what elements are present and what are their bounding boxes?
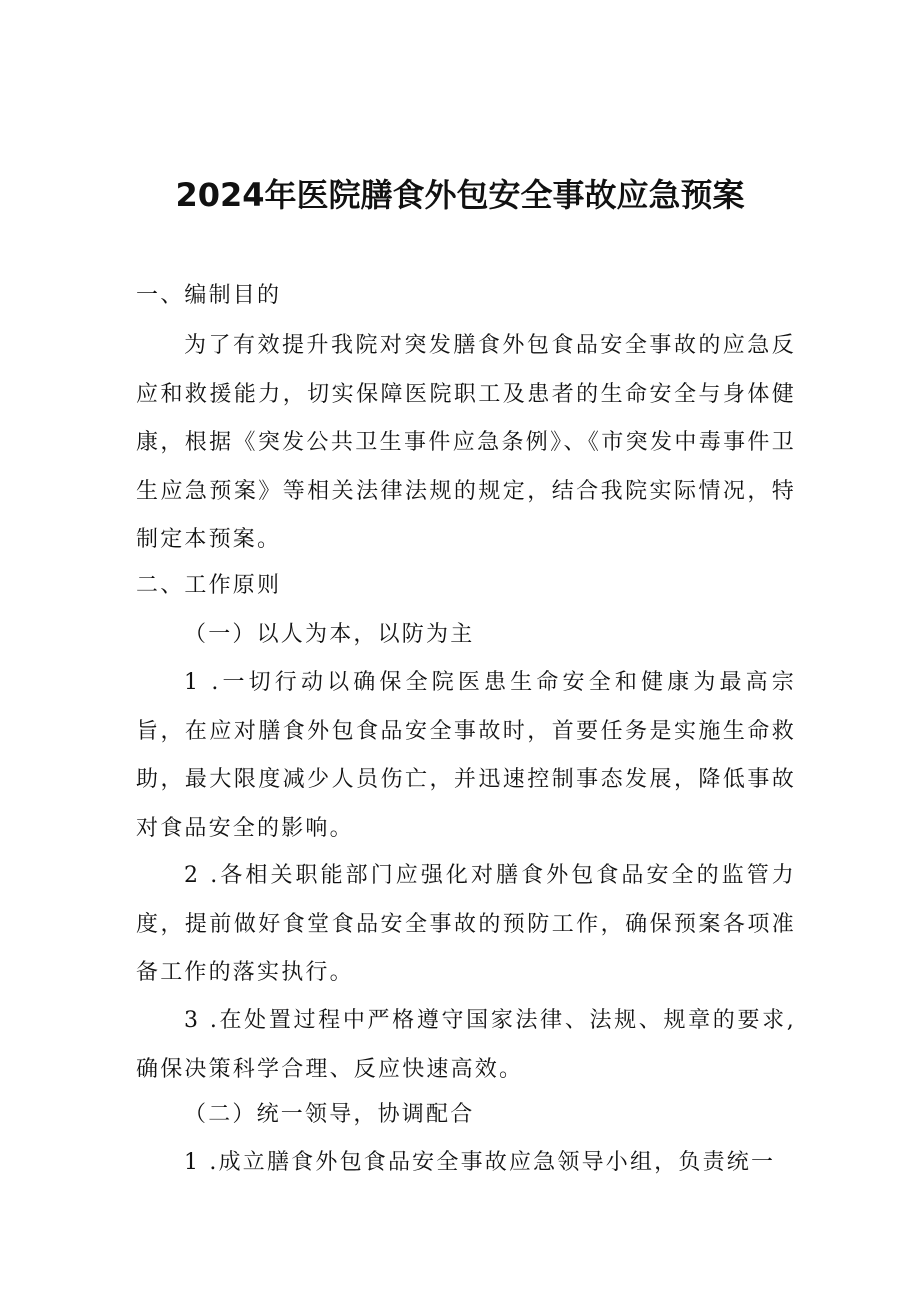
paragraph-item-1: 1 .一切行动以确保全院医患生命安全和健康为最高宗旨，在应对膳食外包食品安全事故时，首要任务是实施生命救助，最大限度减少人员伤亡，并迅速控制事态发展，降低事故对食品安全的影响。 [136, 670, 796, 841]
paragraph-purpose: 为了有效提升我院对突发膳食外包食品安全事故的应急反应和救援能力，切实保障医院职工及患者的生命安全与身体健康，根据《突发公共卫生事件应急条例》、《市突发中毒事件卫生应急预案》等相关法律法规的规定，结合我院实际情况，特制定本预案。 [136, 333, 796, 552]
document-title: 2024年医院膳食外包安全事故应急预案 [175, 176, 745, 214]
subsection-heading-unified-leadership: （二）统一领导，协调配合 [184, 1102, 475, 1127]
subsection-heading-people-first: （一）以人为本，以防为主 [184, 622, 475, 647]
paragraph-item-3: 3 .在处置过程中严格遵守国家法律、法规、规章的要求,确保决策科学合理、反应快速高效。 [136, 1008, 796, 1082]
paragraph-item-leadership-1: 1 .成立膳食外包食品安全事故应急领导小组，负责统一 [184, 1150, 776, 1175]
section-heading-principles: 二、工作原则 [136, 573, 282, 598]
paragraph-item-2: 2 .各相关职能部门应强化对膳食外包食品安全的监管力度，提前做好食堂食品安全事故的预防工作，确保预案各项准备工作的落实执行。 [136, 863, 796, 985]
section-heading-purpose: 一、编制目的 [136, 283, 282, 308]
